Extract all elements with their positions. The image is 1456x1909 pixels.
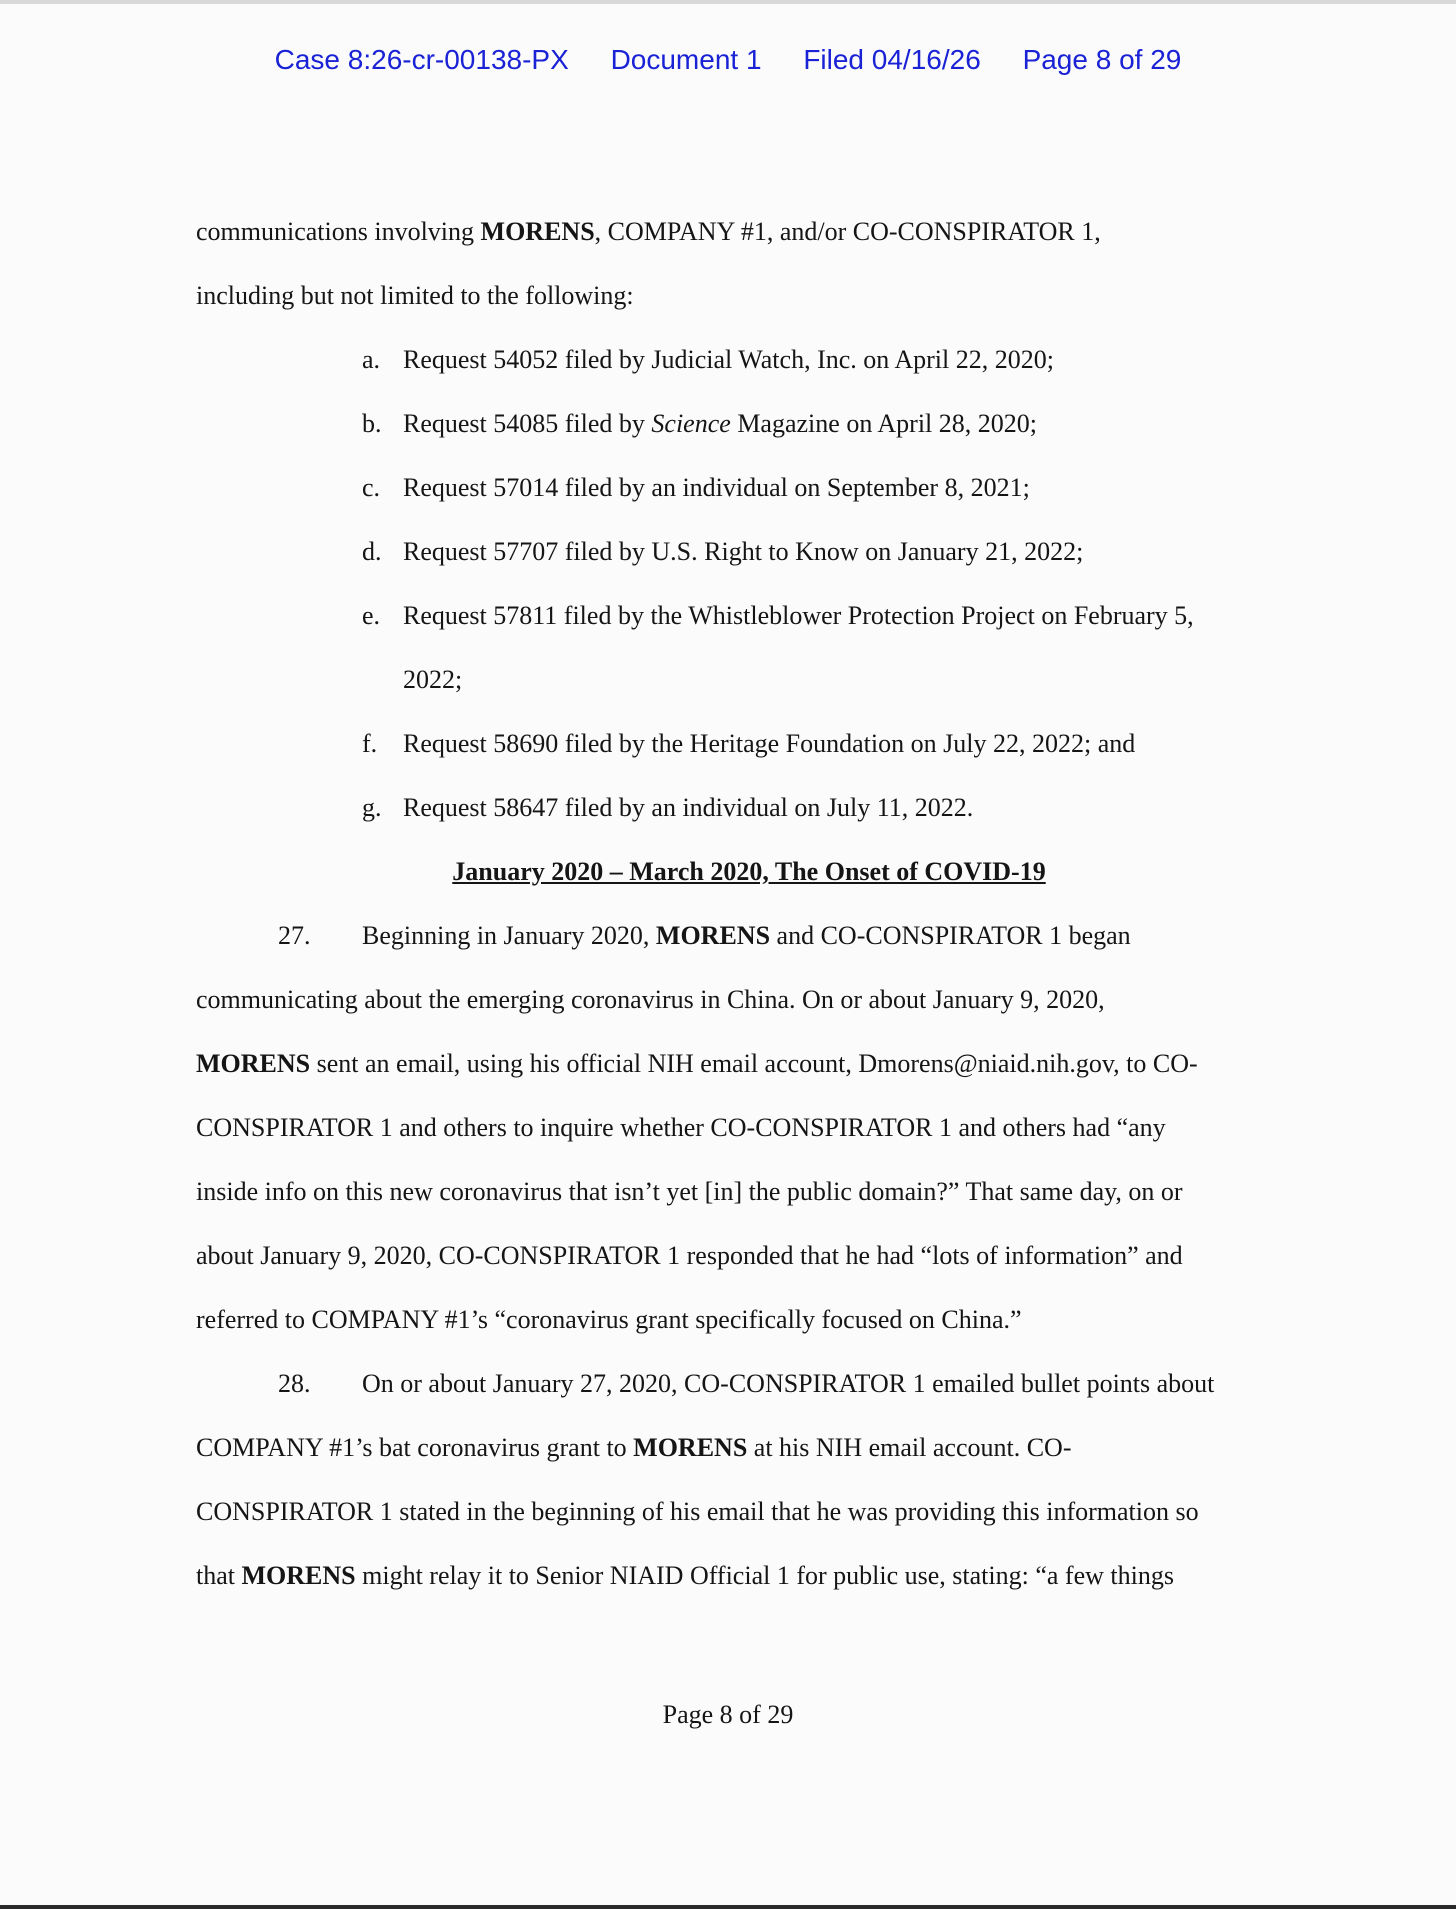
request-item-c: c. Request 57014 filed by an individual on September 8, 2021; (362, 473, 1030, 502)
paragraph-28-line-4: that MORENS might relay it to Senior NIAID Official 1 for public use, stating: “a few things (196, 1561, 1174, 1590)
filed-date: Filed 04/16/26 (803, 44, 981, 75)
request-item-b: b. Request 54085 filed by Science Magazine on April 28, 2020; (362, 409, 1037, 438)
bottom-edge (0, 1905, 1456, 1909)
document-number: Document 1 (610, 44, 762, 75)
header-page-number: Page 8 of 29 (1022, 44, 1182, 75)
request-item-d: d. Request 57707 filed by U.S. Right to Know on January 21, 2022; (362, 537, 1084, 566)
section-heading: January 2020 – March 2020, The Onset of COVID-19 (452, 857, 1046, 886)
request-item-e: e. Request 57811 filed by the Whistleblower Protection Project on February 5, (362, 601, 1194, 630)
top-edge (0, 0, 1456, 4)
defendant-name: MORENS (480, 217, 595, 246)
paragraph-27-line-2: communicating about the emerging coronavirus in China. On or about January 9, 2020, (196, 985, 1105, 1014)
request-item-a: a. Request 54052 filed by Judicial Watch, Inc. on April 22, 2020; (362, 345, 1054, 374)
document-body (196, 208, 1276, 1616)
paragraph-28-line-2: COMPANY #1’s bat coronavirus grant to MORENS at his NIH email account. CO- (196, 1433, 1072, 1462)
paragraph-number: 28. (278, 1369, 311, 1398)
paragraph-27-line-1: 27. Beginning in January 2020, MORENS and CO-CONSPIRATOR 1 began (196, 912, 1276, 976)
request-item-e-continued: 2022; (403, 665, 463, 694)
request-item-g: g. Request 58647 filed by an individual on July 11, 2022. (362, 793, 974, 822)
paragraph-28-line-3: CONSPIRATOR 1 stated in the beginning of his email that he was providing this information so (196, 1497, 1199, 1526)
paragraph-27-line-6: about January 9, 2020, CO-CONSPIRATOR 1 responded that he had “lots of information” and (196, 1241, 1183, 1270)
paragraph-27-line-5: inside info on this new coronavirus that isn’t yet [in] the public domain?” That same day, on or (196, 1177, 1183, 1206)
paragraph-27-line-7: referred to COMPANY #1’s “coronavirus grant specifically focused on China.” (196, 1305, 1022, 1334)
request-item-f: f. Request 58690 filed by the Heritage Foundation on July 22, 2022; and (362, 729, 1136, 758)
case-number: Case 8:26-cr-00138-PX (274, 44, 569, 75)
ecf-header (0, 44, 1456, 76)
paragraph-27-line-3: MORENS sent an email, using his official NIH email account, Dmorens@niaid.nih.gov, to CO- (196, 1049, 1198, 1078)
paragraph-number: 27. (278, 921, 311, 950)
paragraph-28-line-1: 28. On or about January 27, 2020, CO-CONSPIRATOR 1 emailed bullet points about (196, 1360, 1276, 1424)
footer-page-number: Page 8 of 29 (662, 1700, 794, 1729)
paragraph-27-line-4: CONSPIRATOR 1 and others to inquire whether CO-CONSPIRATOR 1 and others had “any (196, 1113, 1166, 1142)
intro-line-1: communications involving MORENS, COMPANY #1, and/or CO-CONSPIRATOR 1, (196, 217, 1101, 246)
intro-line-2: including but not limited to the following: (196, 281, 634, 310)
